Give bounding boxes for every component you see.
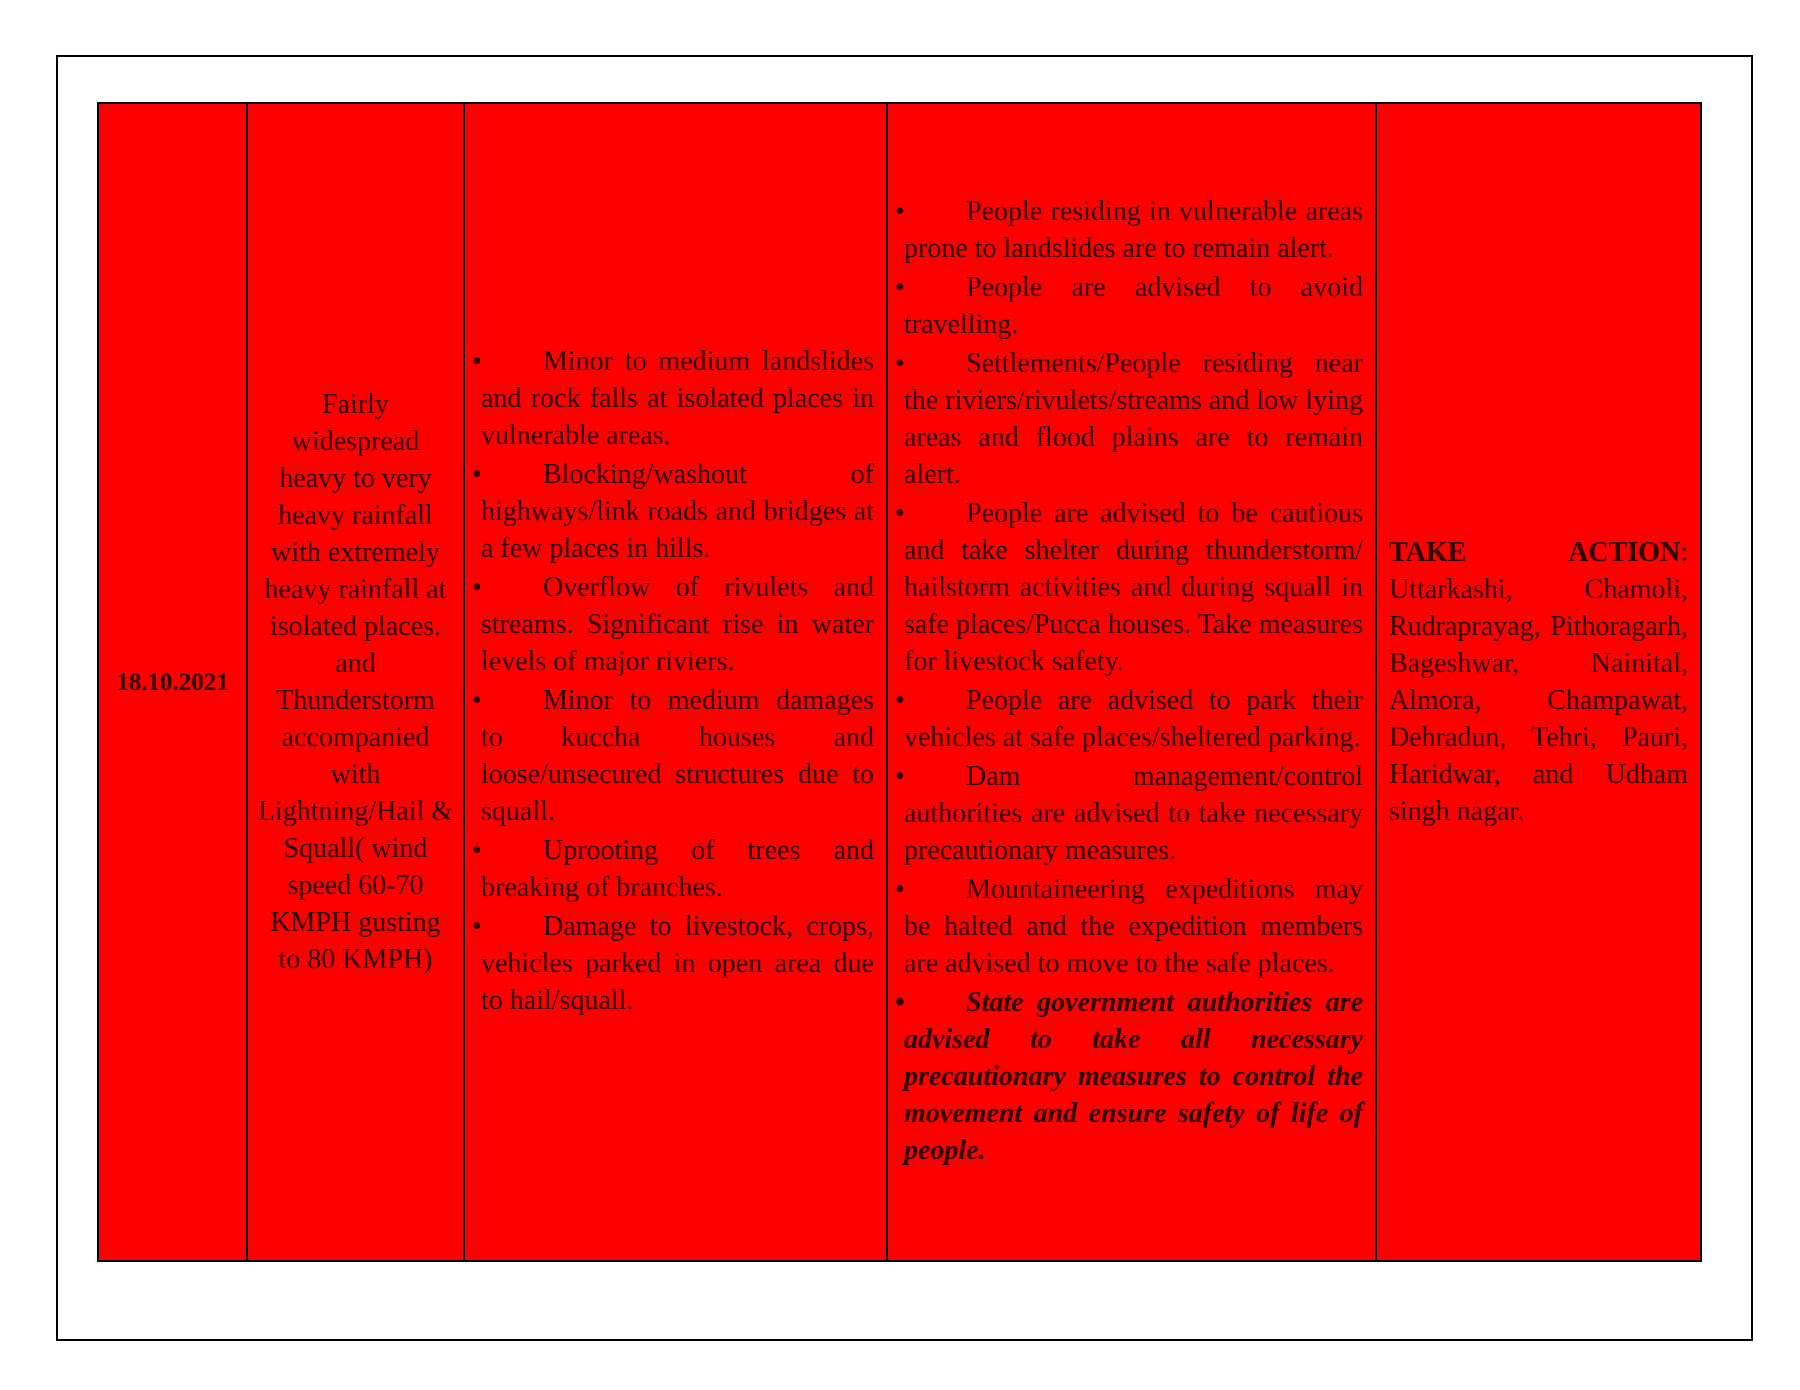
bullet-icon: • <box>895 498 905 529</box>
bullet-icon: • <box>472 911 482 942</box>
action-colon: : <box>1680 537 1688 568</box>
bullet-icon: • <box>895 196 905 227</box>
advisory-item-text: Mountaineering expeditions may be halted and the expedition members are advised to move to the safe places. <box>904 874 1363 979</box>
advisory-item-emphasis <box>895 984 1363 1169</box>
impact-item <box>472 569 874 680</box>
impact-item <box>472 682 874 830</box>
advisory-item-text: Settlements/People residing near the riviers/rivulets/streams and low lying areas and flood plains are to remain alert. <box>904 348 1363 490</box>
date-cell: 18.10.2021 <box>98 103 247 1261</box>
bullet-icon: • <box>895 761 905 792</box>
impact-item-text: Damage to livestock, crops, vehicles parked in open area due to hail/squall. <box>481 911 874 1016</box>
bullet-icon: • <box>895 685 905 716</box>
bullet-icon: • <box>895 348 905 379</box>
bullet-icon: • <box>472 835 482 866</box>
impact-item <box>472 456 874 567</box>
bullet-icon: • <box>472 459 482 490</box>
impact-item-text: Minor to medium damages to kuccha houses and loose/unsecured structures due to squall. <box>481 685 874 827</box>
impact-item <box>472 832 874 906</box>
action-title: TAKE ACTION <box>1389 537 1681 568</box>
bullet-icon: • <box>472 346 482 377</box>
advisory-item <box>895 193 1363 267</box>
advisory-item <box>895 682 1363 756</box>
advisory-item <box>895 269 1363 343</box>
advisory-item <box>895 345 1363 493</box>
impact-cell <box>464 103 887 1261</box>
bullet-icon: • <box>472 685 482 716</box>
impact-item <box>472 343 874 454</box>
impact-item-text: Uprooting of trees and breaking of branches. <box>481 835 874 903</box>
advisory-item-text: People are advised to park their vehicles at safe places/sheltered parking. <box>904 685 1363 753</box>
bullet-icon: • <box>895 272 905 303</box>
impact-item <box>472 908 874 1019</box>
bullet-icon: • <box>472 572 482 603</box>
advisory-item <box>895 871 1363 982</box>
weather-cell: Fairly widespread heavy to very heavy rainfall with extremely heavy rainfall at isolated places. and Thunderstorm accompanied with Lightning/Hail & Squall( wind speed 60-70 KMPH gusting to 80 KMPH) <box>247 103 464 1261</box>
warning-table <box>97 102 1702 1262</box>
advisory-list <box>895 193 1363 1169</box>
advisory-item <box>895 495 1363 680</box>
impact-list <box>472 343 874 1019</box>
bullet-icon: • <box>895 987 905 1018</box>
action-districts: Uttarkashi, Chamoli, Rudraprayag, Pithoragarh, Bageshwar, Nainital, Almora, Champawat, Dehradun, Tehri, Pauri, Haridwar, and Udham singh nagar. <box>1389 574 1688 827</box>
advisory-item-text: People residing in vulnerable areas prone to landslides are to remain alert. <box>904 196 1363 264</box>
advisory-item-text: Dam management/control authorities are advised to take necessary precautionary measures. <box>904 761 1363 866</box>
bullet-icon: • <box>895 874 905 905</box>
advisory-emphasis-text: State government authorities are advised to take all necessary precautionary measures to control the movement and ensure safety of life of people. <box>904 987 1363 1166</box>
impact-item-text: Overflow of rivulets and streams. Significant rise in water levels of major riviers. <box>481 572 874 677</box>
advisory-item-text: People are advised to be cautious and take shelter during thunderstorm/ hailstorm activities and during squall in safe places/Pucca houses. Take measures for livestock safety. <box>904 498 1363 677</box>
impact-item-text: Minor to medium landslides and rock falls at isolated places in vulnerable areas. <box>481 346 874 451</box>
table-row <box>98 103 1701 1261</box>
impact-item-text: Blocking/washout of highways/link roads and bridges at a few places in hills. <box>481 459 874 564</box>
advisory-item-text: People are advised to avoid travelling. <box>904 272 1363 340</box>
advisory-item <box>895 758 1363 869</box>
advisory-cell <box>887 103 1376 1261</box>
action-cell <box>1376 103 1701 1261</box>
